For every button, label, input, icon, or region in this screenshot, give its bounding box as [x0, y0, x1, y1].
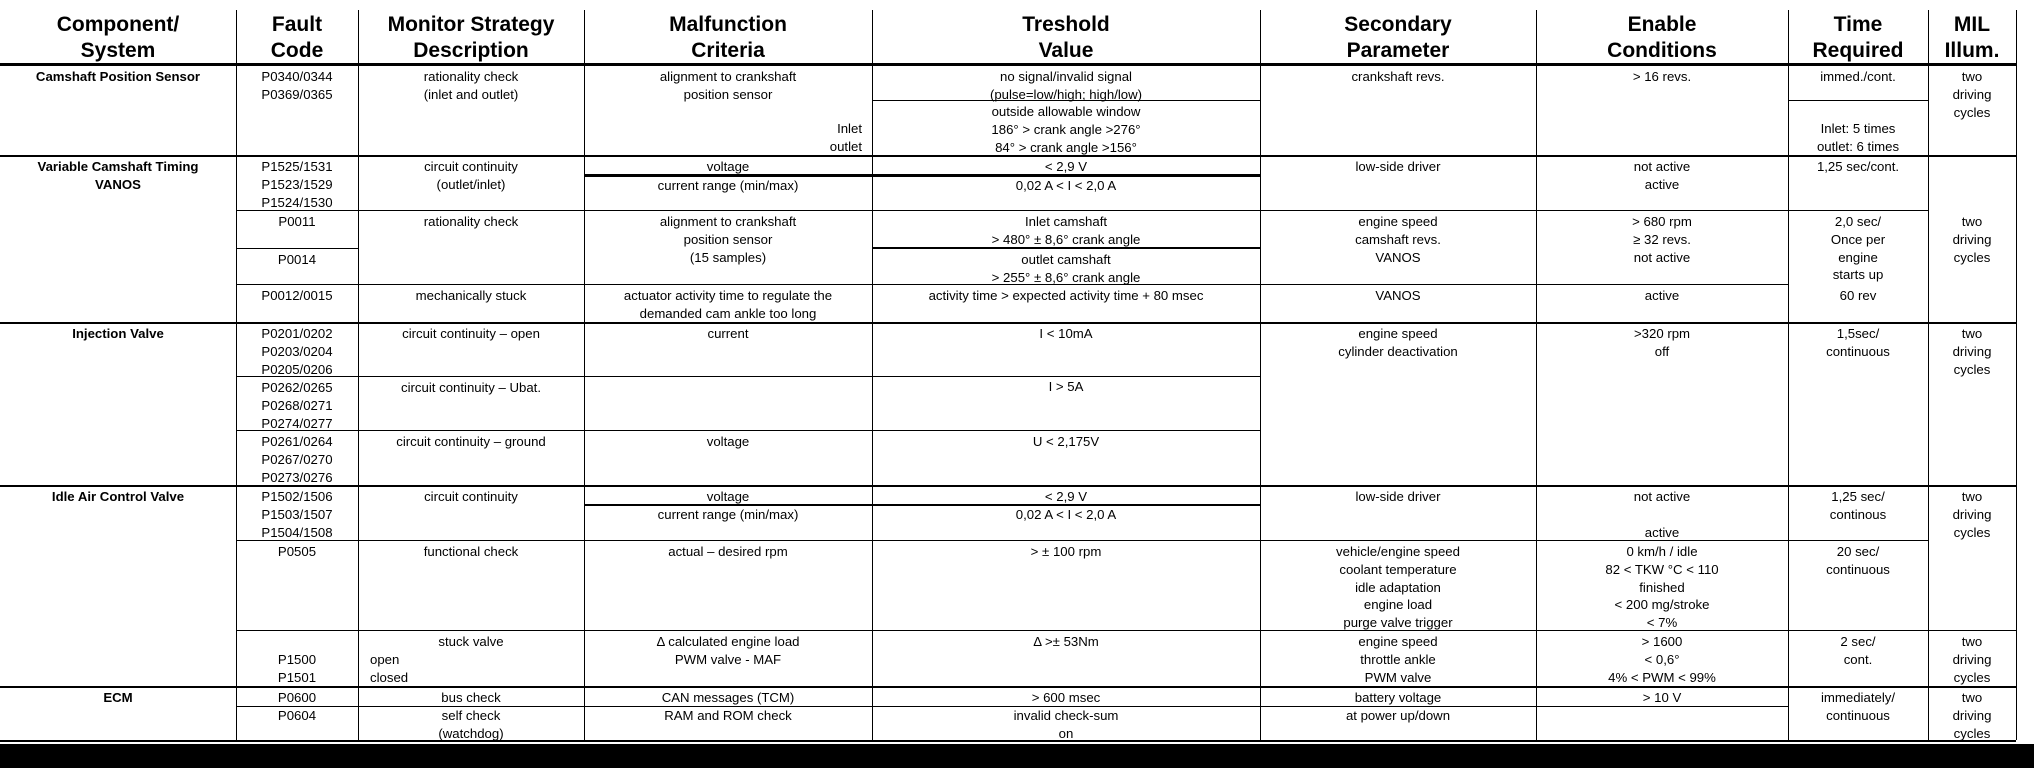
- monitor-strategy: circuit continuity (outlet/inlet): [424, 159, 518, 192]
- malfunction-criteria: current range (min/max): [657, 507, 799, 522]
- monitor-strategy: circuit continuity – ground: [396, 434, 546, 449]
- fault-code: P0600: [277, 690, 317, 705]
- header-mil-illum: MIL Illum.: [1944, 13, 2000, 62]
- component-camshaft-sensor: Camshaft Position Sensor: [35, 69, 201, 84]
- mil-illum: two driving cycles: [1952, 69, 1992, 120]
- malfunction-criteria: RAM and ROM check: [664, 708, 792, 723]
- enable-conditions: > 16 revs.: [1632, 69, 1692, 84]
- monitor-strategy: rationality check: [423, 214, 519, 229]
- malfunction-criteria: alignment to crankshaft position sensor: [659, 69, 797, 102]
- threshold-value: U < 2,175V: [1032, 434, 1100, 449]
- threshold-value: outside allowable window 186° > crank angle >276° 84° > crank angle >156°: [991, 104, 1141, 155]
- threshold-value: I > 5A: [1048, 379, 1084, 394]
- footer-bar: [0, 744, 2034, 768]
- fault-code: P0011: [278, 214, 316, 229]
- malfunction-criteria: alignment to crankshaft position sensor (15 samples): [659, 214, 797, 265]
- monitor-strategy: rationality check (inlet and outlet): [423, 69, 519, 102]
- header-secondary-parameter: Secondary Parameter: [1344, 13, 1452, 62]
- component-vanos: Variable Camshaft Timing VANOS: [37, 159, 199, 192]
- time-required: 1,25 sec/cont.: [1816, 159, 1900, 174]
- threshold-value: no signal/invalid signal (pulse=low/high; high/low): [989, 69, 1143, 102]
- monitor-strategy: circuit continuity: [424, 489, 518, 504]
- time-required: 2,0 sec/ Once per engine starts up: [1830, 214, 1886, 283]
- monitor-strategy: stuck valve: [438, 634, 504, 649]
- header-time-required: Time Required: [1812, 13, 1904, 62]
- malfunction-criteria: voltage: [706, 434, 750, 449]
- enable-conditions: > 1600 < 0,6° 4% < PWM < 99%: [1608, 634, 1716, 685]
- time-required: 20 sec/ continuous: [1826, 544, 1890, 577]
- fault-code: P0014: [277, 252, 317, 267]
- time-required: immediately/ continuous: [1820, 690, 1896, 723]
- enable-conditions: active: [1644, 288, 1680, 303]
- secondary-parameter: crankshaft revs.: [1351, 69, 1445, 84]
- secondary-parameter: battery voltage: [1354, 690, 1442, 705]
- component-idle-air-control-valve: Idle Air Control Valve: [51, 489, 185, 504]
- malfunction-criteria: current: [707, 326, 749, 341]
- time-required: Inlet: 5 times outlet: 6 times: [1816, 121, 1900, 154]
- header-threshold-value: Treshold Value: [1022, 13, 1110, 62]
- monitor-strategy: bus check: [441, 690, 501, 705]
- header-malfunction-criteria: Malfunction Criteria: [669, 13, 787, 62]
- secondary-parameter: engine speed throttle ankle PWM valve: [1358, 634, 1438, 685]
- malfunction-criteria: actuator activity time to regulate the demanded cam ankle too long: [623, 288, 833, 321]
- monitor-strategy: circuit continuity – Ubat.: [401, 380, 541, 395]
- time-required: immed./cont.: [1820, 69, 1896, 84]
- malfunction-criteria: current range (min/max): [657, 178, 799, 193]
- threshold-value: outlet camshaft > 255° ± 8,6° crank angle: [991, 252, 1141, 285]
- malfunction-criteria: voltage: [706, 159, 750, 174]
- fault-code: P0012/0015: [261, 288, 333, 303]
- fault-code: P1523/1529 P1524/1530: [261, 177, 333, 210]
- mil-illum: two driving cycles: [1952, 634, 1992, 685]
- threshold-value: I < 10mA: [1039, 326, 1093, 341]
- inlet-outlet-labels: Inlet outlet: [829, 121, 862, 154]
- header-monitor-strategy: Monitor Strategy Description: [387, 13, 555, 62]
- threshold-value: 0,02 A < I < 2,0 A: [1015, 178, 1117, 193]
- fault-code: P1525/1531: [261, 159, 333, 174]
- mil-illum: two driving cycles: [1952, 326, 1992, 377]
- malfunction-criteria: voltage: [706, 489, 750, 504]
- secondary-parameter: VANOS: [1375, 288, 1421, 303]
- secondary-parameter: low-side driver: [1355, 489, 1441, 504]
- malfunction-criteria: CAN messages (TCM): [661, 690, 795, 705]
- fault-code: P0505: [277, 544, 317, 559]
- threshold-value: Inlet camshaft > 480° ± 8,6° crank angle: [991, 214, 1141, 247]
- component-ecm: ECM: [103, 690, 133, 705]
- threshold-value: < 2,9 V: [1044, 159, 1088, 174]
- monitor-strategy: mechanically stuck: [415, 288, 527, 303]
- secondary-parameter: low-side driver: [1355, 159, 1441, 174]
- component-injection-valve: Injection Valve: [72, 326, 164, 341]
- enable-conditions: > 680 rpm ≥ 32 revs. not active: [1632, 214, 1692, 265]
- header-enable-conditions: Enable Conditions: [1607, 13, 1717, 62]
- threshold-value: < 2,9 V: [1044, 489, 1088, 504]
- header-component: Component/ System: [56, 13, 180, 62]
- fault-code: P0261/0264 P0267/0270 P0273/0276: [261, 434, 333, 485]
- secondary-parameter: engine speed cylinder deactivation: [1338, 326, 1458, 359]
- threshold-value: > ± 100 rpm: [1030, 544, 1102, 559]
- secondary-parameter: at power up/down: [1345, 708, 1451, 723]
- monitor-strategy: open closed: [370, 652, 409, 685]
- enable-conditions: > 10 V: [1642, 690, 1682, 705]
- fault-code: P1503/1507 P1504/1508: [261, 507, 333, 540]
- time-required: 60 rev: [1839, 288, 1877, 303]
- fault-code: P1500 P1501: [277, 652, 317, 685]
- threshold-value: Δ >± 53Nm: [1033, 634, 1099, 649]
- monitor-strategy: circuit continuity – open: [402, 326, 540, 341]
- fault-code: P0262/0265 P0268/0271 P0274/0277: [261, 380, 333, 431]
- threshold-value: > 600 msec: [1031, 690, 1101, 705]
- fault-code: P0201/0202 P0203/0204 P0205/0206: [261, 326, 333, 377]
- monitor-strategy: functional check: [423, 544, 519, 559]
- threshold-value: invalid check-sum on: [1013, 708, 1119, 741]
- malfunction-criteria: actual – desired rpm: [668, 544, 788, 559]
- mil-illum: two driving cycles: [1952, 690, 1992, 741]
- secondary-parameter: vehicle/engine speed coolant temperature idle adaptation engine load purge valve trigger: [1336, 544, 1460, 631]
- time-required: 2 sec/ cont.: [1840, 634, 1876, 667]
- enable-conditions: >320 rpm off: [1633, 326, 1691, 359]
- threshold-value: 0,02 A < I < 2,0 A: [1015, 507, 1117, 522]
- time-required: 1,25 sec/ continous: [1829, 489, 1887, 522]
- fault-code: P0604: [277, 708, 317, 723]
- mil-illum: two driving cycles: [1952, 489, 1992, 540]
- mil-illum: two driving cycles: [1952, 214, 1992, 265]
- monitor-strategy: self check (watchdog): [438, 708, 504, 741]
- secondary-parameter: engine speed camshaft revs. VANOS: [1355, 214, 1441, 265]
- fault-code: P0340/0344 P0369/0365: [261, 69, 333, 102]
- time-required: 1,5sec/ continuous: [1826, 326, 1890, 359]
- malfunction-criteria: Δ calculated engine load PWM valve - MAF: [656, 634, 800, 667]
- enable-conditions: not active: [1633, 489, 1691, 504]
- fault-code: P1502/1506: [261, 489, 333, 504]
- enable-conditions: active: [1644, 525, 1680, 540]
- header-fault-code: Fault Code: [270, 13, 324, 62]
- threshold-value: activity time > expected activity time + 80 msec: [928, 288, 1204, 303]
- enable-conditions: not active active: [1633, 159, 1691, 192]
- enable-conditions: 0 km/h / idle 82 < TKW °C < 110 finished < 200 mg/stroke < 7%: [1605, 544, 1719, 631]
